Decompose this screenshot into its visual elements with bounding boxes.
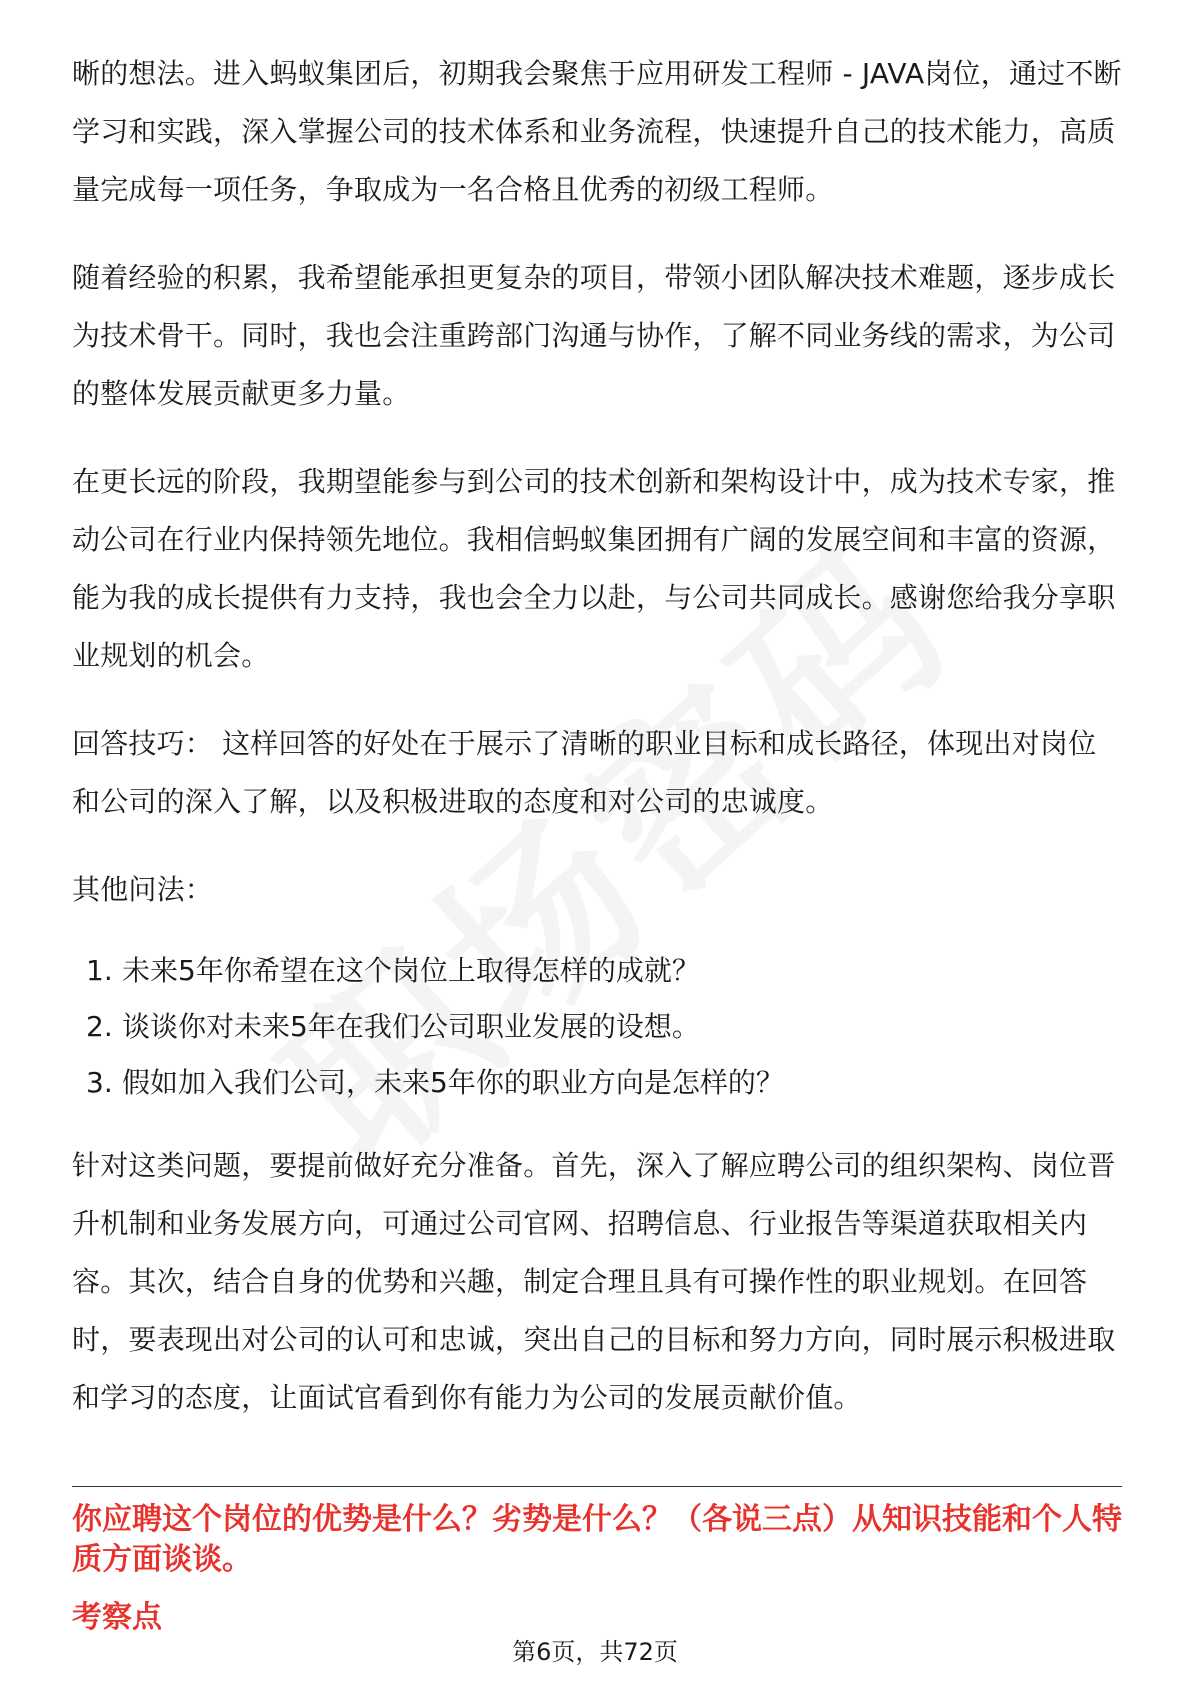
list-item bbox=[72, 1055, 1122, 1111]
list-item-text: 未来5年你希望在这个岗位上取得怎样的成就？ bbox=[122, 954, 700, 987]
list-item bbox=[72, 999, 1122, 1055]
paragraph-preparation-advice: 针对这类问题，要提前做好充分准备。首先，深入了解应聘公司的组织架构、岗位晋升机制和业务发展方向，可通过公司官网、招聘信息、行业报告等渠道获取相关内容。其次，结合自身的优势和兴趣，制定合理且具有可操作性的职业规划。在回答时，要表现出对公司的认可和忠诚，突出自己的目标和努力方向，同时展示积极进取和学习的态度，让面试官看到你有能力为公司的发展贡献价值。 bbox=[72, 1149, 1116, 1414]
paragraph-intro: 晰的想法。进入蚂蚁集团后，初期我会聚焦于应用研发工程师 - JAVA岗位，通过不断学习和实践，深入掌握公司的技术体系和业务流程，快速提升自己的技术能力，高质量完成每一项任务，争取成为一名合格且优秀的初级工程师。 bbox=[72, 57, 1122, 206]
paragraph-growth: 随着经验的积累，我希望能承担更复杂的项目，带领小团队解决技术难题，逐步成长为技术骨干。同时，我也会注重跨部门沟通与协作，了解不同业务线的需求，为公司的整体发展贡献更多力量。 bbox=[72, 261, 1116, 410]
other-questions-heading: 其他问法： bbox=[72, 873, 214, 906]
list-item-text: 假如加入我们公司，未来5年你的职业方向是怎样的？ bbox=[122, 1066, 784, 1099]
paragraph-answer-tips: 回答技巧： 这样回答的好处在于展示了清晰的职业目标和成长路径，体现出对岗位和公司的深入了解，以及积极进取的态度和对公司的忠诚度。 bbox=[72, 727, 1097, 818]
list-item-number: 3. bbox=[86, 1066, 113, 1099]
section-label-kaocha: 考察点 bbox=[72, 1600, 162, 1635]
paragraph-long-term: 在更长远的阶段，我期望能参与到公司的技术创新和架构设计中，成为技术专家，推动公司在行业内保持领先地位。我相信蚂蚁集团拥有广阔的发展空间和丰富的资源，能为我的成长提供有力支持，我也会全力以赴，与公司共同成长。感谢您给我分享职业规划的机会。 bbox=[72, 465, 1116, 672]
list-item bbox=[72, 943, 1122, 999]
section-divider bbox=[72, 1486, 1122, 1487]
other-questions-list bbox=[72, 943, 1122, 1111]
list-item-text: 谈谈你对未来5年在我们公司职业发展的设想。 bbox=[122, 1010, 700, 1043]
list-item-number: 2. bbox=[86, 1010, 113, 1043]
document-body bbox=[72, 45, 1122, 1457]
next-question-heading: 你应聘这个岗位的优势是什么？劣势是什么？（各说三点）从知识技能和个人特质方面谈谈。 bbox=[72, 1502, 1122, 1577]
page-number-footer: 第6页，共72页 bbox=[512, 1638, 678, 1666]
list-item-number: 1. bbox=[86, 954, 113, 987]
